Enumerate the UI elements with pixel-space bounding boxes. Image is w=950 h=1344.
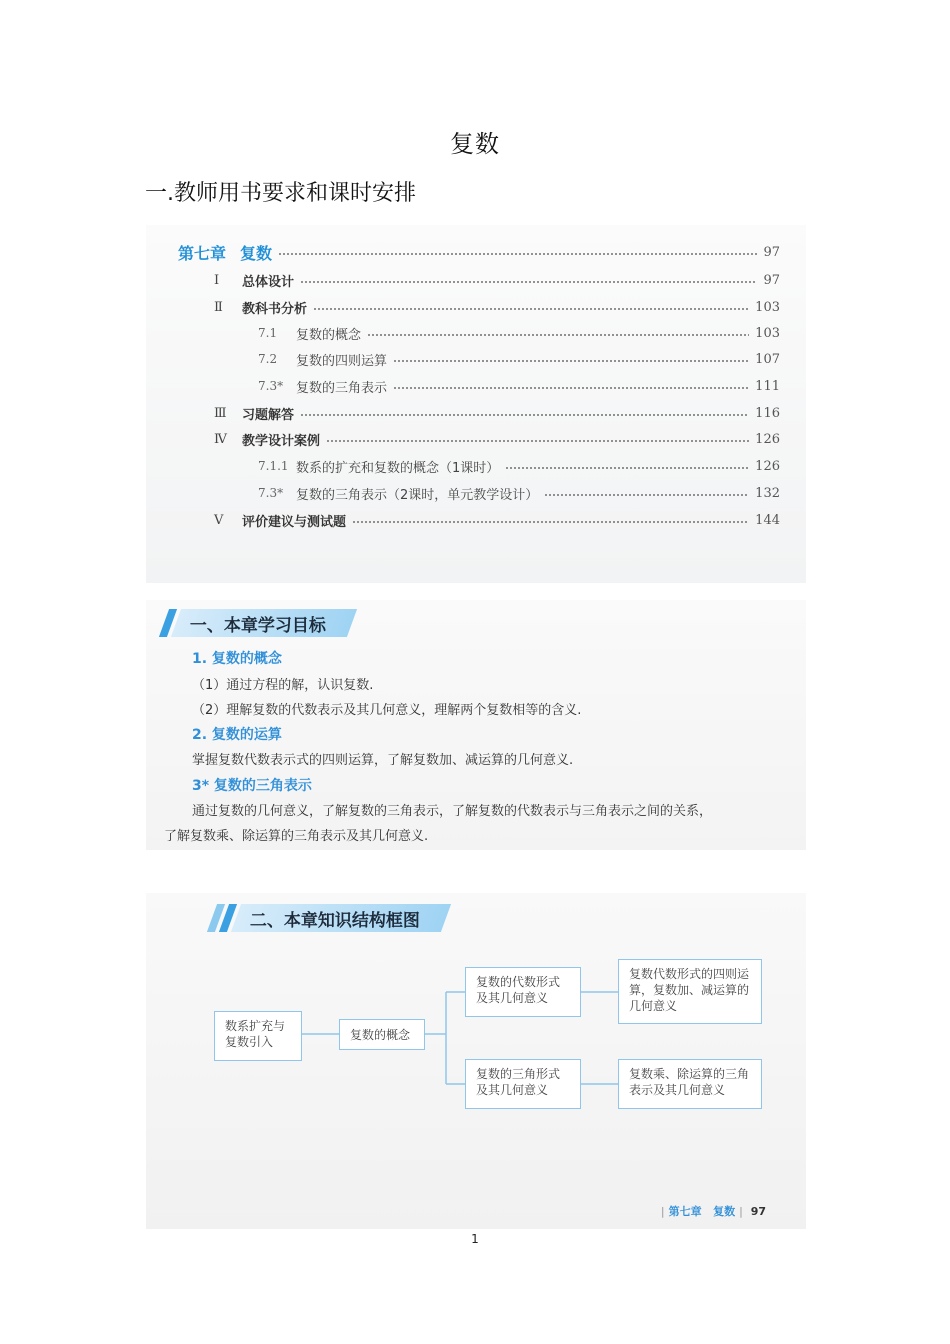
- objective-text: 通过复数的几何意义，了解复数的三角表示，了解复数的代数表示与三角表示之间的关系，: [192, 804, 713, 819]
- objective-text: （2）理解复数的代数表示及其几何意义，理解两个复数相等的含义.: [192, 703, 582, 718]
- toc-row: [214, 402, 780, 424]
- toc-leader: [393, 387, 749, 389]
- node-trig-ops: 复数乘、除运算的三角表示及其几何意义: [618, 1059, 762, 1109]
- toc-label: 总体设计: [242, 274, 295, 290]
- objective-text: 了解复数乘、除运算的三角表示及其几何意义.: [164, 829, 429, 844]
- toc-page: 144: [755, 512, 780, 528]
- toc-number: 7.1.1: [258, 459, 289, 473]
- toc-row: [258, 482, 780, 504]
- footer-chapter: 第七章: [668, 1205, 702, 1218]
- toc-label: 复数的三角表示: [296, 380, 388, 396]
- section-heading: 一.教师用书要求和课时安排: [145, 181, 416, 206]
- toc-number: Ⅳ: [214, 431, 227, 447]
- toc-leader: [326, 440, 749, 442]
- toc-leader: [367, 334, 749, 336]
- toc-row: [258, 455, 780, 477]
- toc-row: [214, 428, 780, 450]
- toc-number: Ⅲ: [214, 405, 227, 421]
- structure-diagram-image: [146, 893, 806, 1229]
- document-title: 复数: [450, 130, 500, 158]
- toc-page: 97: [763, 244, 780, 260]
- toc-label: 复数的四则运算: [296, 353, 388, 369]
- book-footer: | 第七章 复数 | 97: [660, 1205, 766, 1218]
- objective-heading: 2. 复数的运算: [192, 727, 282, 743]
- toc-leader: [393, 360, 749, 362]
- toc-number: 7.2: [258, 352, 278, 366]
- toc-page: 103: [755, 299, 780, 315]
- objectives-banner-text: 一、本章学习目标: [190, 615, 326, 636]
- toc-leader: [300, 281, 757, 283]
- toc-page: 107: [755, 351, 780, 367]
- toc-page: 116: [755, 405, 780, 421]
- toc-label: 习题解答: [242, 407, 295, 423]
- toc-label: 复数的概念: [296, 327, 362, 343]
- footer-name: 复数: [713, 1205, 736, 1218]
- toc-number: Ⅱ: [214, 299, 223, 315]
- toc-image: [146, 225, 806, 583]
- toc-leader: [352, 521, 749, 523]
- toc-page: 126: [755, 431, 780, 447]
- toc-chapter-row: [178, 241, 780, 263]
- toc-label: 评价建议与测试题: [242, 514, 347, 530]
- toc-number: 7.3*: [258, 379, 284, 393]
- objective-heading: 3* 复数的三角表示: [192, 778, 312, 794]
- footer-page: 97: [750, 1205, 766, 1218]
- toc-leader: [278, 253, 757, 255]
- toc-row: [214, 296, 780, 318]
- toc-page: 126: [755, 458, 780, 474]
- node-algebraic: 复数的代数形式及其几何意义: [465, 967, 581, 1017]
- toc-leader: [544, 494, 749, 496]
- objective-text: 掌握复数代数表示式的四则运算，了解复数加、减运算的几何意义.: [192, 753, 574, 768]
- toc-row: [258, 322, 780, 344]
- toc-number: Ⅰ: [214, 272, 220, 288]
- structure-banner-text: 二、本章知识结构框图: [250, 910, 420, 931]
- toc-row: [258, 348, 780, 370]
- objective-text: （1）通过方程的解，认识复数.: [192, 678, 374, 693]
- toc-row: [258, 375, 780, 397]
- toc-chapter-label: 第七章: [178, 243, 227, 263]
- toc-label: 复数的三角表示（2课时，单元教学设计）: [296, 487, 539, 503]
- node-trig: 复数的三角形式及其几何意义: [465, 1059, 581, 1109]
- objectives-image: [146, 600, 806, 850]
- node-concept: 复数的概念: [339, 1019, 425, 1050]
- toc-chapter-name: 复数: [240, 243, 273, 263]
- toc-row: [214, 509, 780, 531]
- toc-page: 97: [763, 272, 780, 288]
- toc-label: 教科书分析: [242, 301, 308, 317]
- toc-page: 103: [755, 325, 780, 341]
- toc-leader: [505, 467, 749, 469]
- page-number: 1: [471, 1232, 479, 1246]
- toc-number: Ⅴ: [214, 512, 224, 528]
- toc-page: 111: [755, 378, 780, 394]
- toc-number: 7.1: [258, 326, 278, 340]
- toc-row: [214, 269, 780, 291]
- objectives-banner: [164, 608, 352, 638]
- toc-page: 132: [755, 485, 780, 501]
- toc-leader: [300, 414, 749, 416]
- toc-leader: [313, 308, 749, 310]
- toc-number: 7.3*: [258, 486, 284, 500]
- node-alg-ops: 复数代数形式的四则运算，复数加、减运算的几何意义: [618, 959, 762, 1024]
- node-root: 数系扩充与复数引入: [214, 1011, 302, 1061]
- toc-label: 数系的扩充和复数的概念（1课时）: [296, 460, 500, 476]
- toc-label: 教学设计案例: [242, 433, 321, 449]
- objective-heading: 1. 复数的概念: [192, 651, 282, 667]
